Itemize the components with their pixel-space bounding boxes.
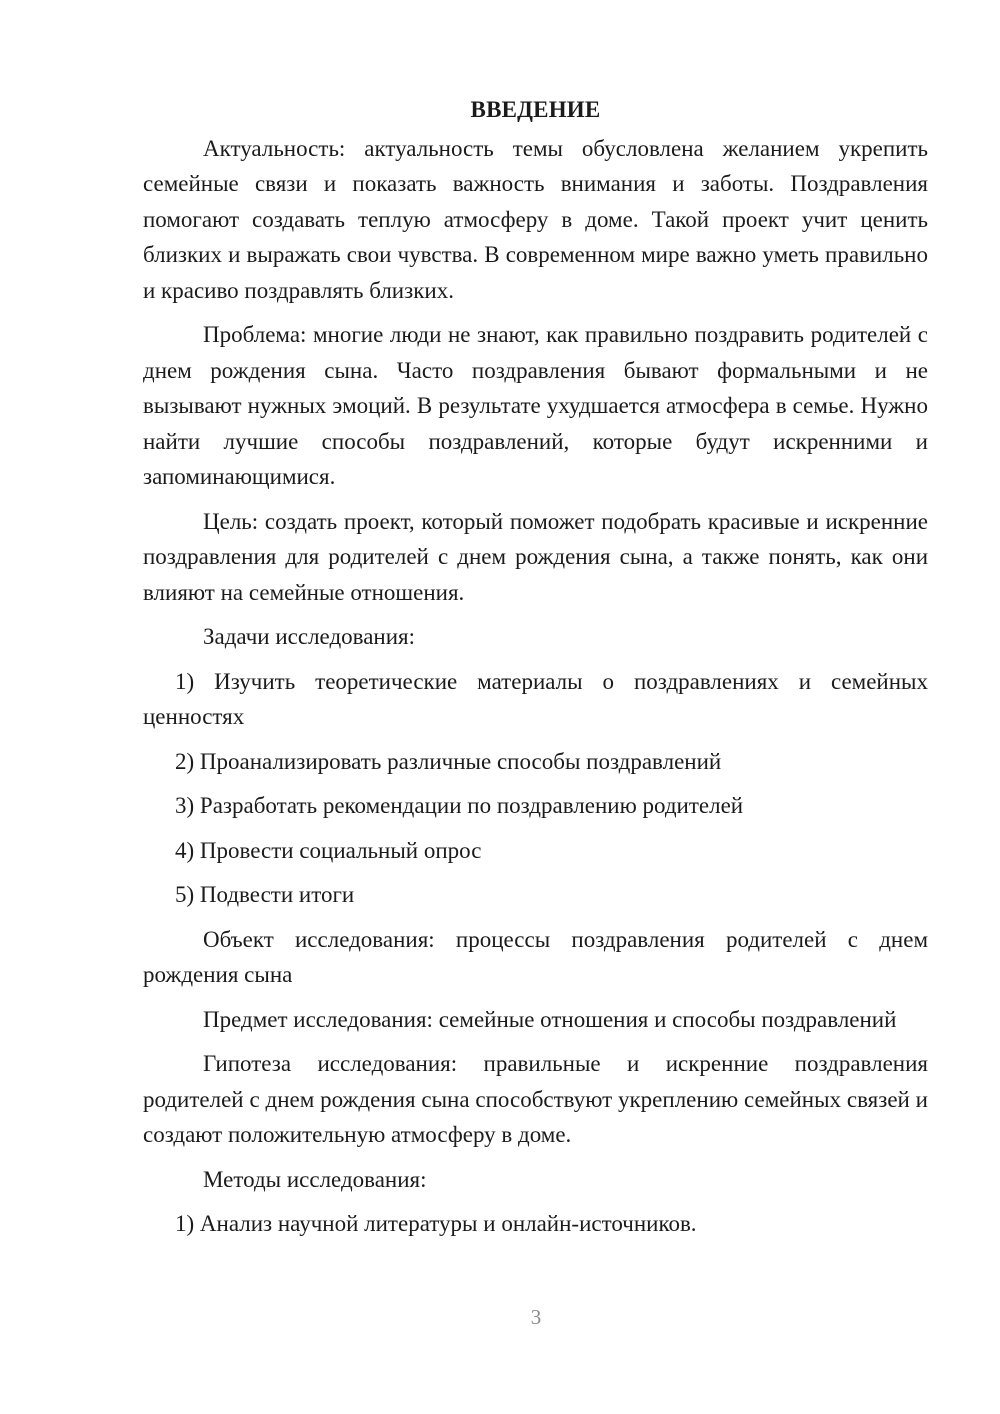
task-item: 3) Разработать рекомендации по поздравлению родителей — [175, 793, 744, 818]
relevance-paragraph: Актуальность: актуальность темы обусловлена желанием укрепить семейные связи и показать важность внимания и заботы. Поздравления помогают создавать теплую атмосферу в доме. Такой проект учит ценить близких и выражать свои чувства. В современном мире важно уметь правильно и красиво поздравлять близких. — [143, 135, 928, 303]
object-paragraph: Объект исследования: процессы поздравления родителей с днем рождения сына — [143, 926, 928, 987]
problem-paragraph: Проблема: многие люди не знают, как правильно поздравить родителей с днем рождения сына. Часто поздравления бывают формальными и не вызывают нужных эмоций. В результате ухудшается атмосфера в семье. Нужно найти лучшие способы поздравлений, которые будут искренними и запоминающимися. — [143, 322, 928, 489]
task-item: 4) Провести социальный опрос — [175, 837, 482, 863]
task-item: 2) Проанализировать различные способы поздравлений — [175, 748, 722, 774]
method-item: 1) Анализ научной литературы и онлайн-источников. — [175, 1211, 697, 1236]
subject-paragraph: Предмет исследования: семейные отношения и способы поздравлений — [203, 1006, 897, 1032]
task-item: 5) Подвести итоги — [175, 882, 355, 907]
task-item: 1) Изучить теоретические материалы о поздравлениях и семейных ценностях — [143, 668, 928, 729]
methods-label: Методы исследования: — [203, 1166, 427, 1192]
page-number: 3 — [530, 1305, 542, 1329]
page-content — [143, 92, 928, 1251]
goal-paragraph: Цель: создать проект, который поможет подобрать красивые и искренние поздравления для родителей с днем рождения сына, а также понять, как они влияют на семейные отношения. — [143, 508, 928, 605]
hypothesis-paragraph: Гипотеза исследования: правильные и искренние поздравления родителей с днем рождения сына способствуют укреплению семейных связей и создают положительную атмосферу в доме. — [143, 1051, 928, 1147]
section-heading: ВВЕДЕНИЕ — [470, 97, 601, 122]
tasks-label: Задачи исследования: — [203, 624, 416, 649]
